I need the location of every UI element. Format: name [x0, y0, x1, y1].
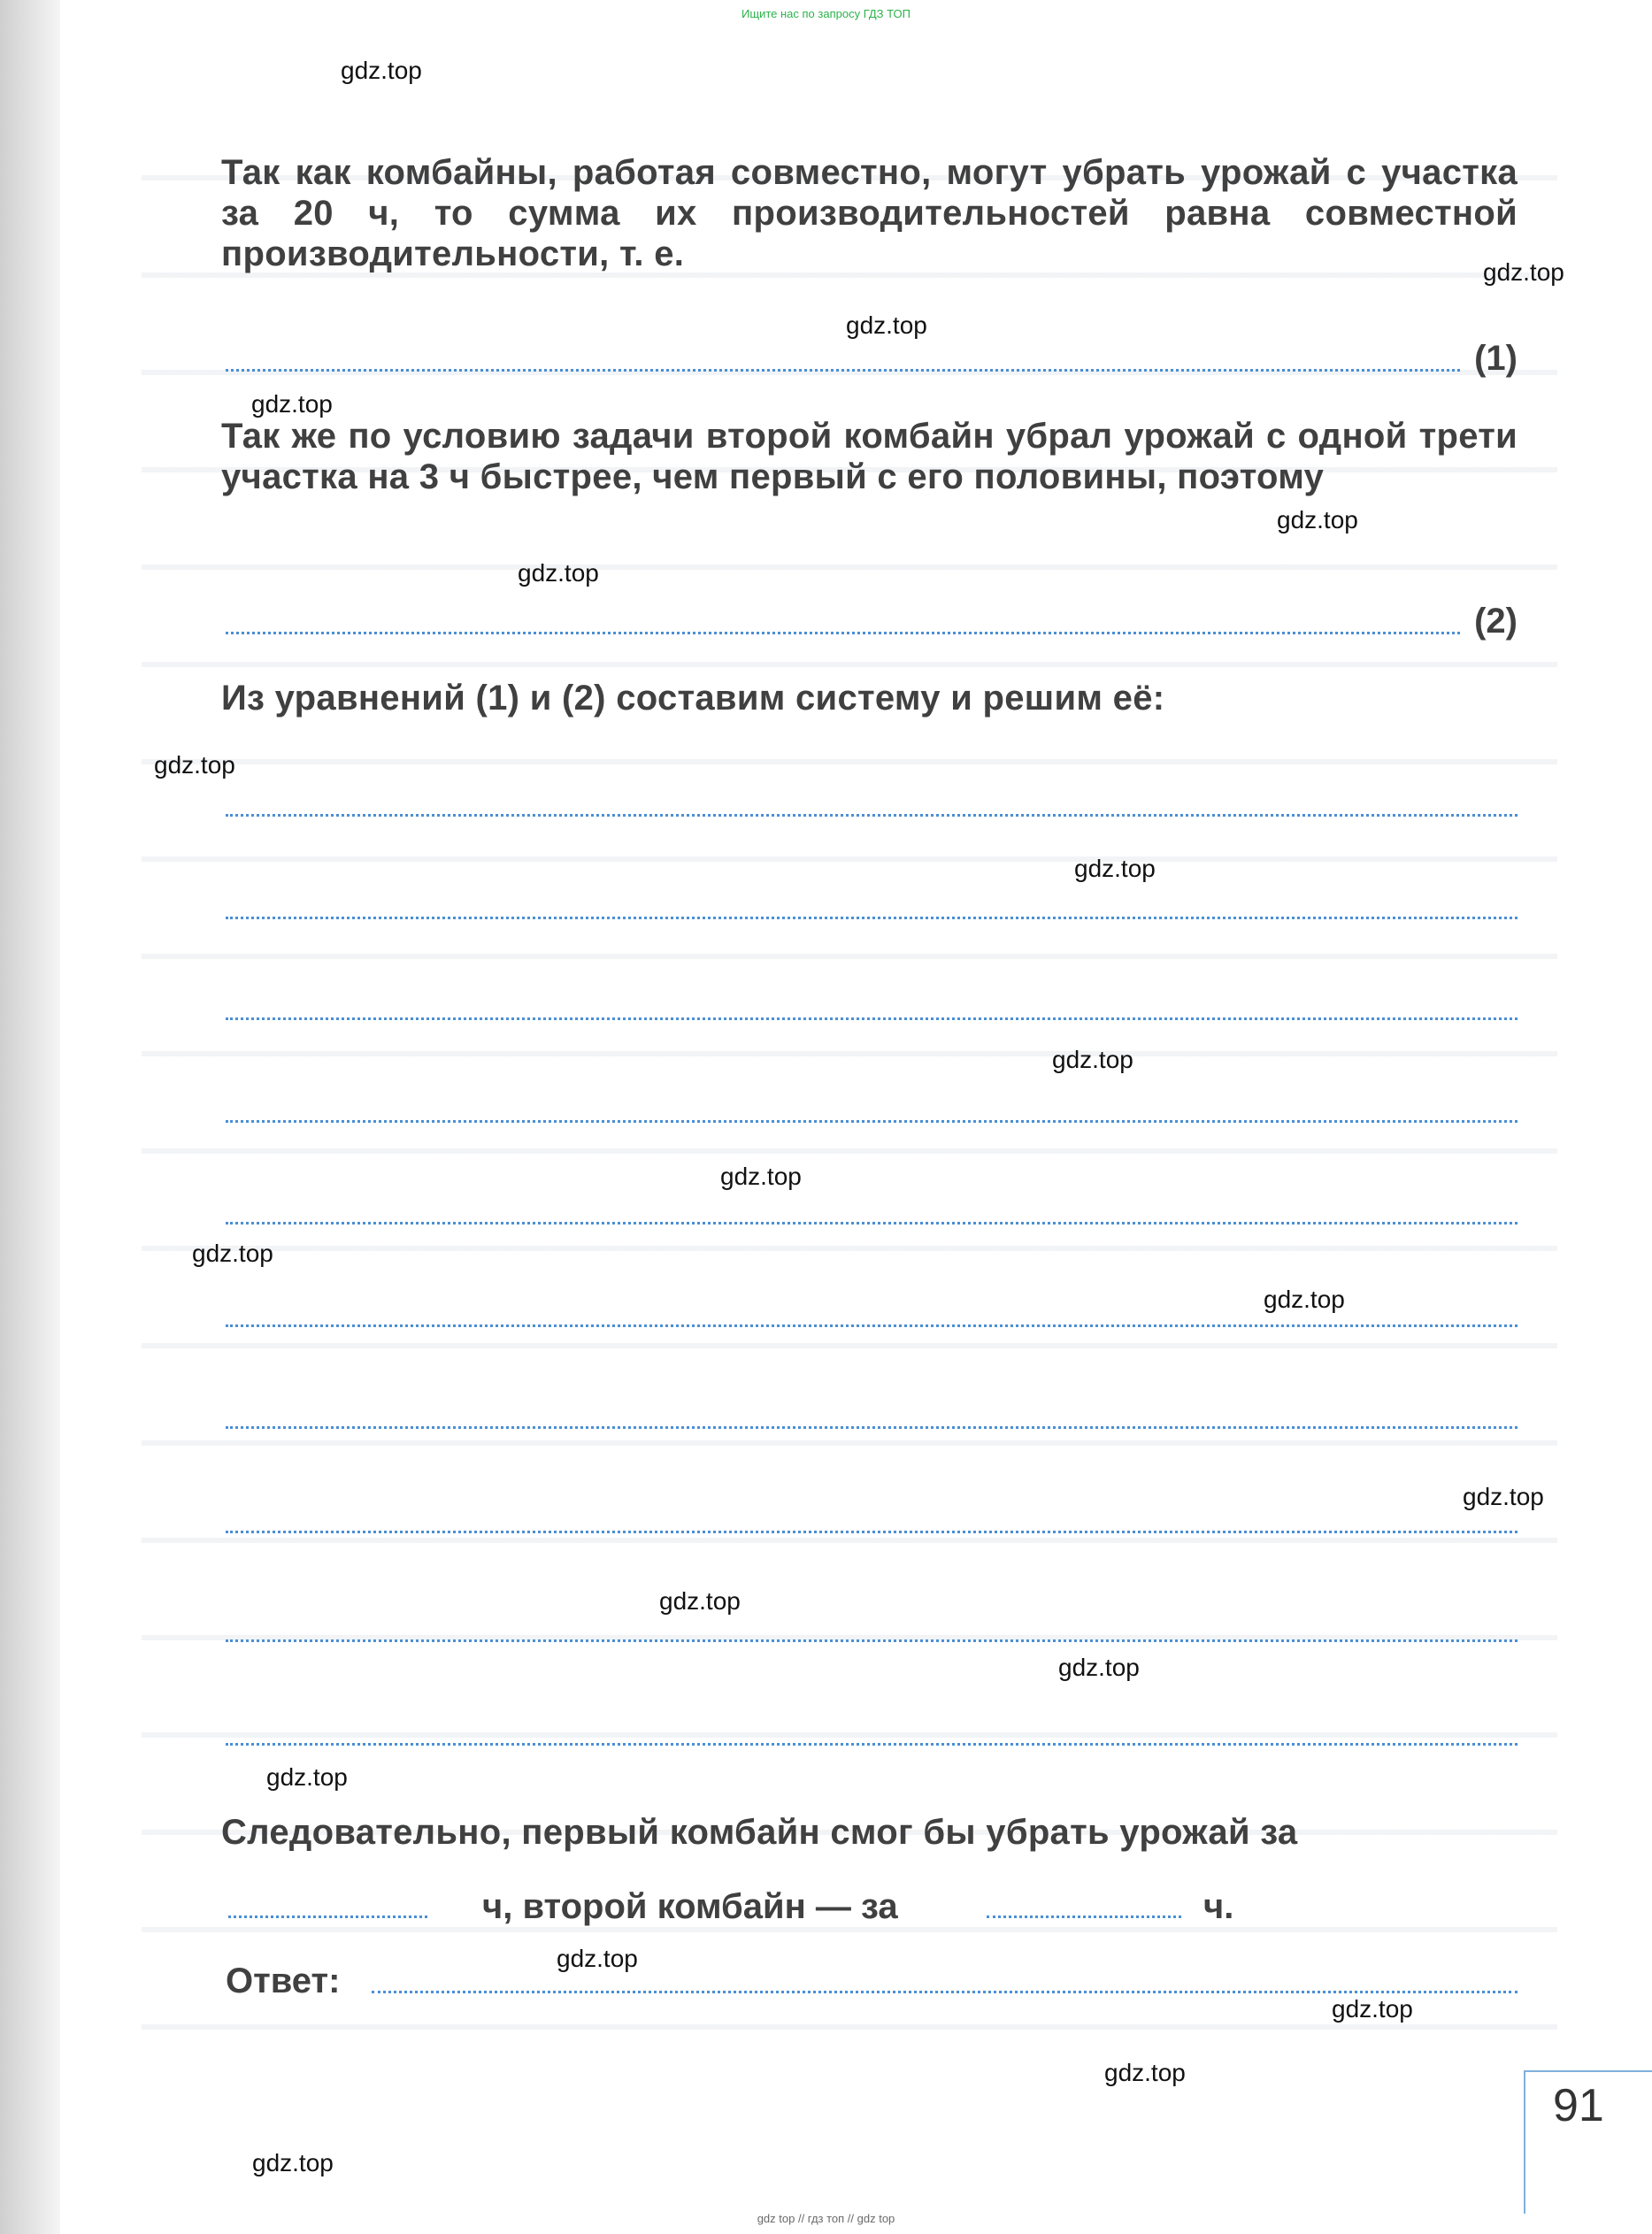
second-combine-hours-blank[interactable] [987, 1915, 1181, 1918]
answer-blank[interactable] [372, 1991, 1518, 1993]
watermark: gdz.top [518, 559, 599, 587]
header-note: Ищите нас по запросу ГДЗ ТОП [741, 7, 911, 20]
answer-line[interactable] [226, 1222, 1518, 1224]
answer-line[interactable] [226, 1017, 1518, 1020]
watermark: gdz.top [720, 1163, 802, 1190]
watermark: gdz.top [252, 2149, 334, 2176]
equation-1-label: (1) [1474, 339, 1518, 378]
equation-1-row[interactable] [226, 334, 1518, 379]
watermark: gdz.top [659, 1587, 741, 1615]
equation-1-line[interactable] [226, 369, 1460, 372]
watermark: gdz.top [1277, 506, 1358, 534]
page-binding-shadow [0, 0, 60, 2234]
watermark: gdz.top [846, 311, 927, 339]
watermark: gdz.top [341, 57, 422, 84]
answer-line[interactable] [226, 1324, 1518, 1327]
watermark: gdz.top [1332, 1995, 1413, 2023]
paragraph-3: Из уравнений (1) и (2) составим систему и решим её: [221, 679, 1165, 718]
answer-line[interactable] [226, 1531, 1518, 1533]
watermark: gdz.top [266, 1763, 348, 1791]
paragraph-4: Следовательно, первый комбайн смог бы убрать урожай за [221, 1813, 1298, 1852]
answer-line[interactable] [226, 814, 1518, 817]
equation-2-label: (2) [1474, 602, 1518, 641]
watermark: gdz.top [557, 1945, 638, 1972]
footer-note: gdz top // гдз топ // gdz top [757, 2212, 895, 2225]
answer-label: Ответ: [226, 1961, 341, 2000]
paragraph-2: Так же по условию задачи второй комбайн убрал урожай с одной трети участка на 3 ч быстрее, чем первый с его половины, поэтому [221, 417, 1518, 496]
watermark: gdz.top [1074, 855, 1156, 882]
paragraph-1: Так как комбайны, работая совместно, могут убрать урожай с участка за 20 ч, то сумма их производительностей равна совместной производительности, т. е. [221, 153, 1518, 273]
answer-line[interactable] [226, 1120, 1518, 1123]
page-number: 91 [1553, 2080, 1604, 2131]
watermark: gdz.top [154, 751, 235, 779]
watermark: gdz.top [192, 1240, 273, 1267]
answer-line[interactable] [226, 1426, 1518, 1429]
watermark: gdz.top [1104, 2059, 1186, 2086]
watermark: gdz.top [251, 390, 333, 418]
conclusion-middle-text: ч, второй комбайн — за [482, 1887, 898, 1926]
watermark: gdz.top [1463, 1483, 1544, 1510]
answer-line[interactable] [226, 1743, 1518, 1746]
answer-line[interactable] [226, 1639, 1518, 1642]
answer-line[interactable] [226, 917, 1518, 919]
watermark: gdz.top [1483, 258, 1564, 286]
equation-2-row[interactable] [226, 597, 1518, 641]
watermark: gdz.top [1052, 1046, 1133, 1073]
watermark: gdz.top [1058, 1654, 1140, 1681]
equation-2-line[interactable] [226, 632, 1460, 634]
conclusion-end-text: ч. [1203, 1887, 1234, 1926]
first-combine-hours-blank[interactable] [228, 1915, 427, 1918]
watermark: gdz.top [1264, 1286, 1345, 1313]
